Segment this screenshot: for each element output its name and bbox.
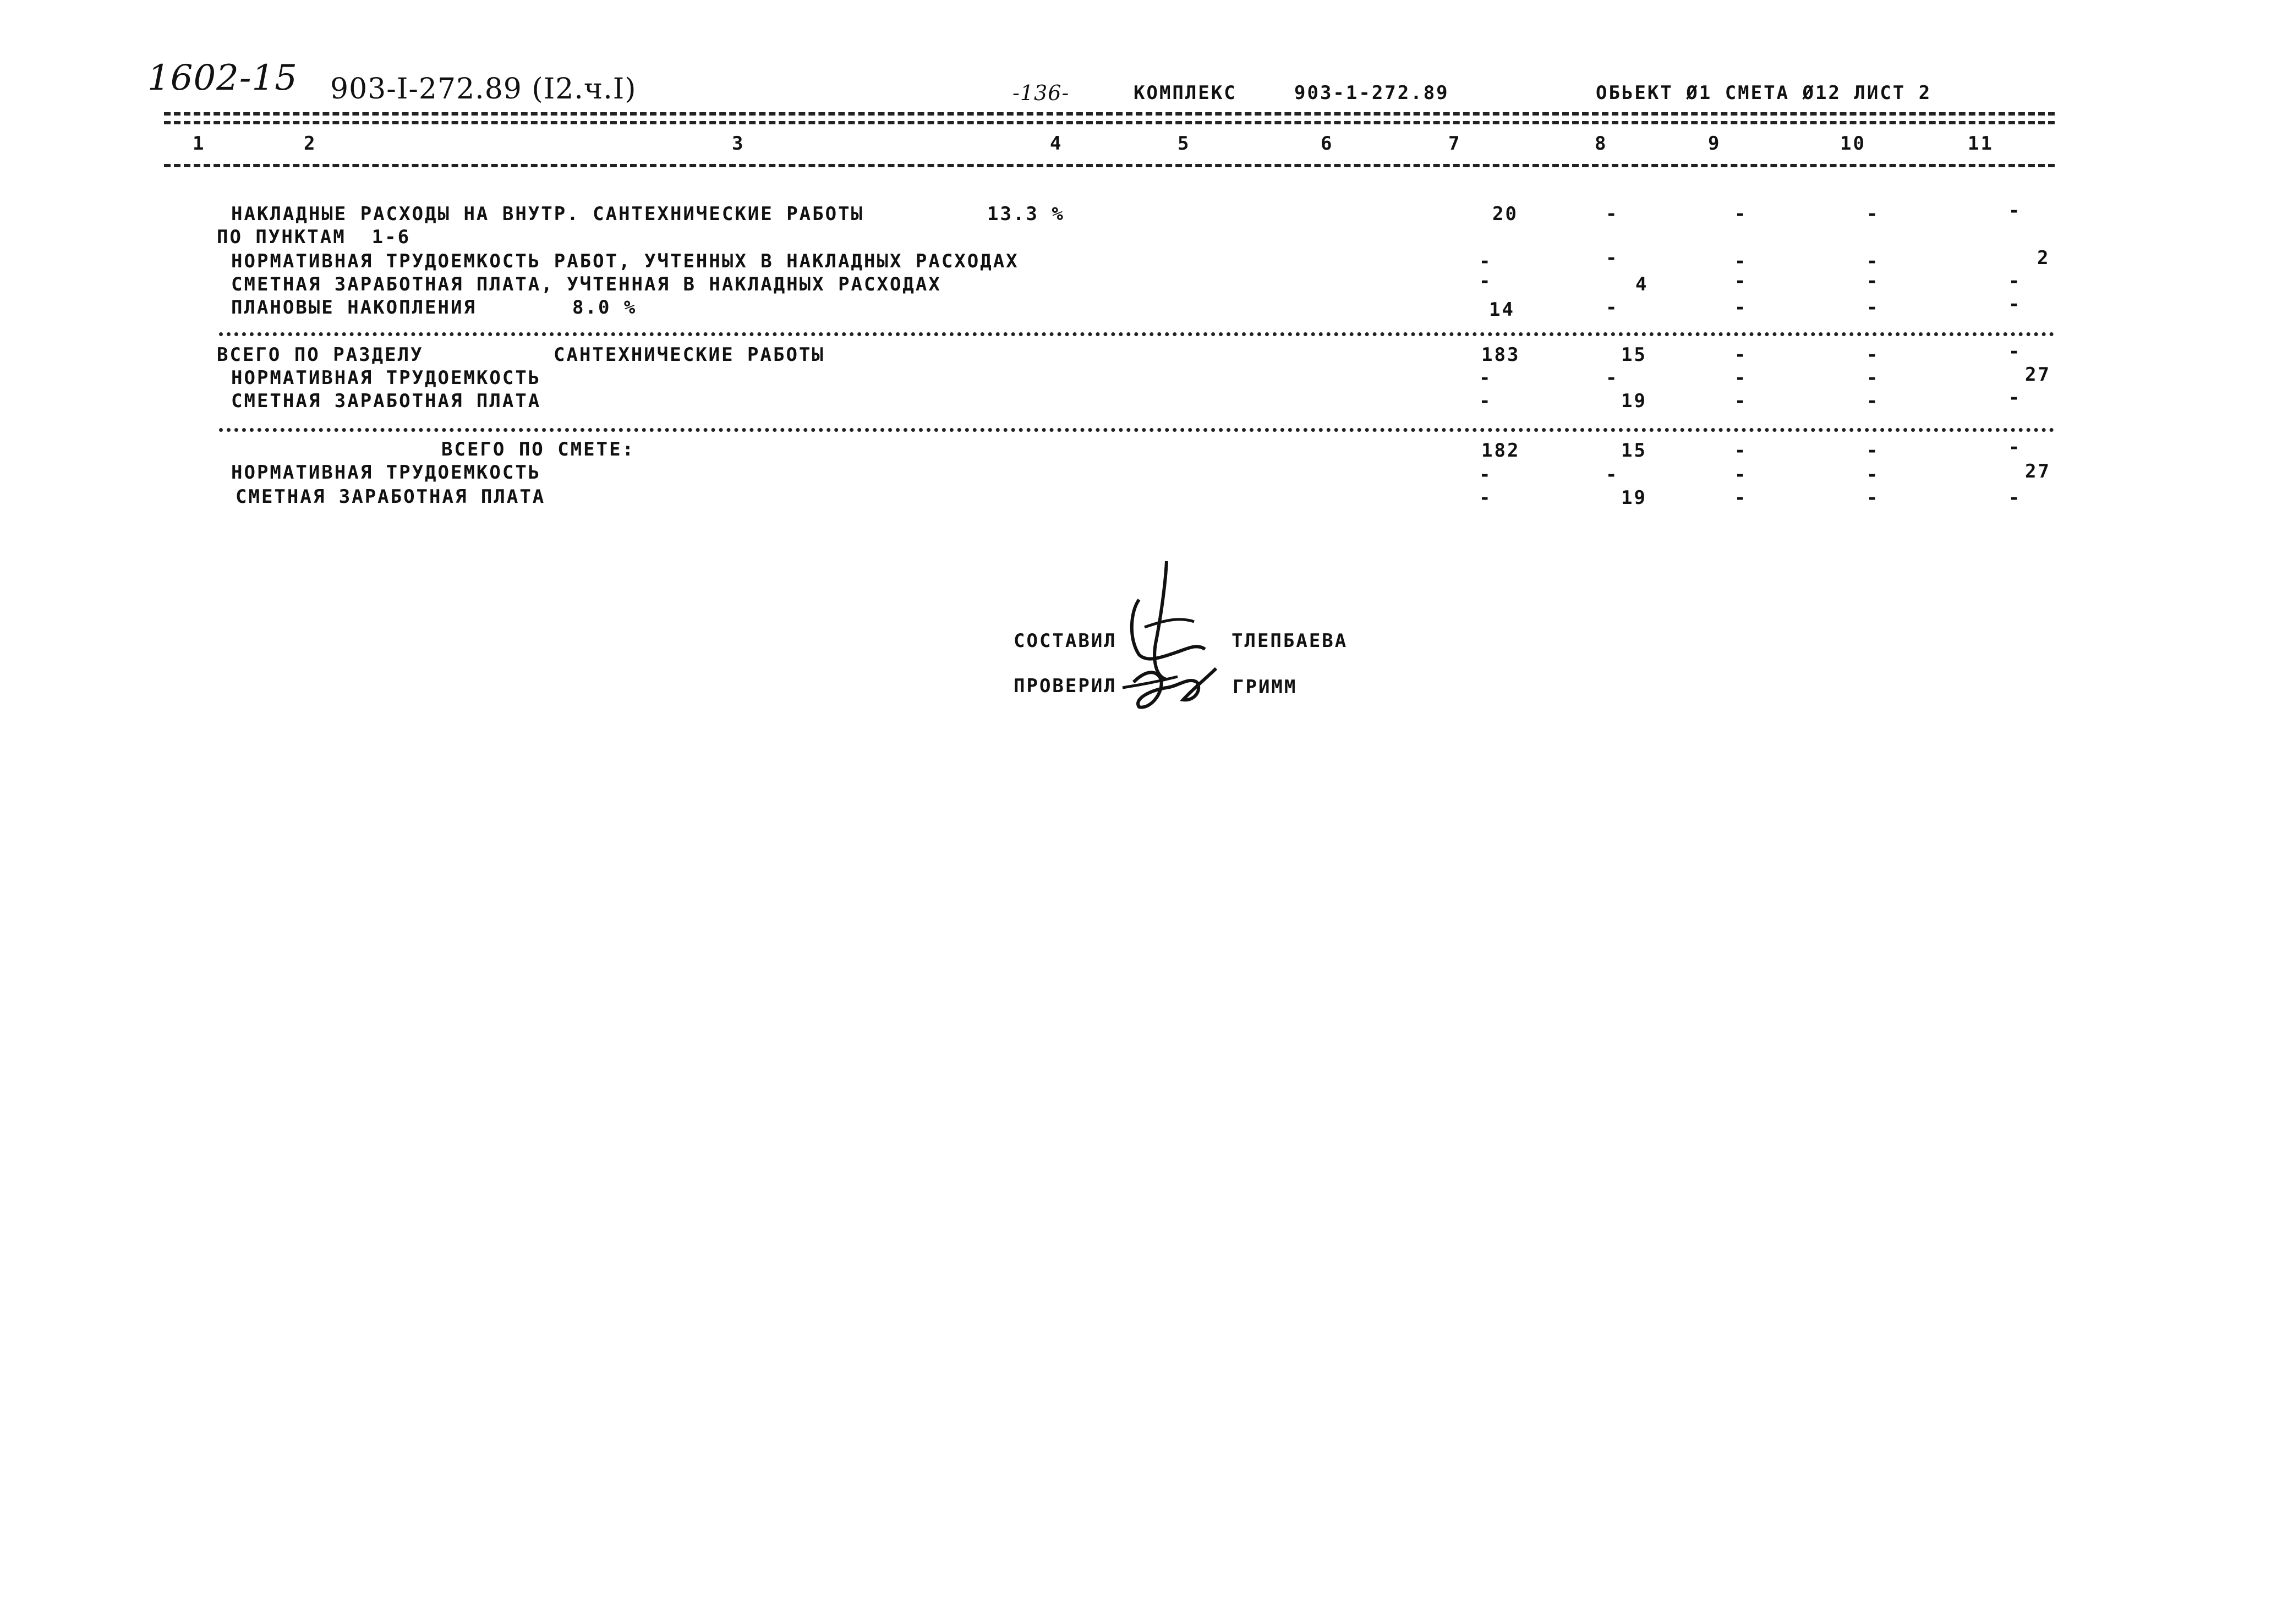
row-text: СМЕТНАЯ ЗАРАБОТНАЯ ПЛАТА, УЧТЕННАЯ В НАКЛАДНЫХ РАСХОДАХ (231, 273, 942, 295)
compiled-name: ТЛЕПБАЕВА (1231, 630, 1348, 652)
cell-c8: - (1606, 297, 1619, 319)
cell-c7: 14 (1489, 299, 1515, 321)
col-num-4: 4 (1050, 133, 1063, 155)
cell-c10: - (1866, 440, 1880, 462)
cell-c10: - (1866, 390, 1880, 412)
checked-name: ГРИММ (1233, 676, 1298, 698)
cell-c11: - (2008, 436, 2022, 458)
section-separator (219, 332, 2055, 336)
cell-c9: - (1734, 203, 1748, 225)
cell-c7: - (1479, 464, 1492, 486)
top-rule-1 (164, 112, 2055, 116)
cell-c7: 183 (1481, 344, 1520, 366)
col-num-8: 8 (1595, 133, 1608, 155)
row-items-range: ПО ПУНКТАМ 1-6 (217, 226, 411, 248)
section-total-label: ВСЕГО ПО РАЗДЕЛУ (217, 344, 424, 366)
cell-c7: - (1479, 487, 1492, 509)
col-num-2: 2 (304, 133, 317, 155)
col-num-11: 11 (1968, 133, 1994, 155)
cell-c9: - (1734, 270, 1748, 292)
header-bottom-rule (164, 164, 2055, 167)
cell-c11: - (2008, 341, 2022, 363)
estimate-total-label: ВСЕГО ПО СМЕТЕ: (441, 438, 636, 460)
col-num-5: 5 (1178, 133, 1191, 155)
cell-c11: - (2008, 270, 2022, 292)
cell-c8: - (1606, 247, 1619, 269)
object-sheet-info: ОБЬЕКТ Ø1 СМЕТА Ø12 ЛИСТ 2 (1596, 82, 1932, 104)
cell-c8: - (1606, 367, 1619, 389)
col-num-6: 6 (1321, 133, 1334, 155)
cell-c11: 27 (2025, 364, 2051, 386)
row-text: ПЛАНОВЫЕ НАКОПЛЕНИЯ (231, 297, 477, 319)
labor-label: НОРМАТИВНАЯ ТРУДОЕМКОСТЬ (231, 462, 541, 484)
document-designation: 903-I-272.89 (I2.ч.I) (330, 73, 637, 106)
cell-c8: 4 (1635, 273, 1649, 295)
cell-c11: - (2008, 200, 2022, 222)
cell-c11: - (2008, 293, 2022, 315)
compiled-label: СОСТАВИЛ (1014, 630, 1117, 652)
cell-c8: - (1606, 203, 1619, 225)
cell-c9: - (1734, 250, 1748, 272)
cell-c10: - (1866, 344, 1880, 366)
cell-c8: 15 (1621, 344, 1647, 366)
checked-label: ПРОВЕРИЛ (1014, 675, 1117, 697)
cell-c9: - (1734, 297, 1748, 319)
cell-c10: - (1866, 270, 1880, 292)
col-num-1: 1 (193, 133, 206, 155)
handwritten-number: 1602-15 (147, 58, 298, 98)
cell-c7: 20 (1492, 203, 1518, 225)
top-rule-2 (164, 121, 2055, 124)
cell-c10: - (1866, 367, 1880, 389)
cell-c10: - (1866, 487, 1880, 509)
col-num-10: 10 (1840, 133, 1866, 155)
col-num-7: 7 (1448, 133, 1462, 155)
row-text: НОРМАТИВНАЯ ТРУДОЕМКОСТЬ РАБОТ, УЧТЕННЫХ В НАКЛАДНЫХ РАСХОДАХ (231, 250, 1019, 272)
cell-c11: - (2008, 387, 2022, 409)
col-num-3: 3 (732, 133, 745, 155)
labor-label: НОРМАТИВНАЯ ТРУДОЕМКОСТЬ (231, 367, 541, 389)
col-num-9: 9 (1708, 133, 1721, 155)
estimate-separator (219, 428, 2055, 432)
cell-c11: 27 (2025, 460, 2051, 482)
section-name: САНТЕХНИЧЕСКИЕ РАБОТЫ (554, 344, 825, 366)
cell-c8: 19 (1621, 390, 1647, 412)
cell-c10: - (1866, 297, 1880, 319)
cell-c9: - (1734, 367, 1748, 389)
cell-c9: - (1734, 464, 1748, 486)
cell-c7: - (1479, 367, 1492, 389)
handwritten-signature (1101, 550, 1244, 732)
cell-c9: - (1734, 440, 1748, 462)
wage-label: СМЕТНАЯ ЗАРАБОТНАЯ ПЛАТА (236, 486, 546, 508)
cell-c8: 15 (1621, 440, 1647, 462)
cell-c9: - (1734, 344, 1748, 366)
cell-c11: - (2008, 487, 2022, 509)
cell-c10: - (1866, 464, 1880, 486)
cell-c7: - (1479, 270, 1492, 292)
cell-c9: - (1734, 390, 1748, 412)
cell-c10: - (1866, 250, 1880, 272)
cell-c7: - (1479, 390, 1492, 412)
cell-c7: 182 (1481, 440, 1520, 462)
row-rate: 13.3 % (987, 203, 1065, 225)
row-text: НАКЛАДНЫЕ РАСХОДЫ НА ВНУТР. САНТЕХНИЧЕСКИЕ РАБОТЫ (231, 203, 864, 225)
complex-label: КОМПЛЕКС (1134, 82, 1237, 104)
complex-code: 903-1-272.89 (1294, 82, 1449, 104)
cell-c8: - (1606, 464, 1619, 486)
cell-c10: - (1866, 203, 1880, 225)
cell-c9: - (1734, 487, 1748, 509)
cell-c8: 19 (1621, 487, 1647, 509)
cell-c7: - (1479, 250, 1492, 272)
cell-c11: 2 (2037, 247, 2050, 269)
wage-label: СМЕТНАЯ ЗАРАБОТНАЯ ПЛАТА (231, 390, 541, 412)
row-rate: 8.0 % (572, 297, 637, 319)
page-number: -136- (1012, 81, 1070, 105)
